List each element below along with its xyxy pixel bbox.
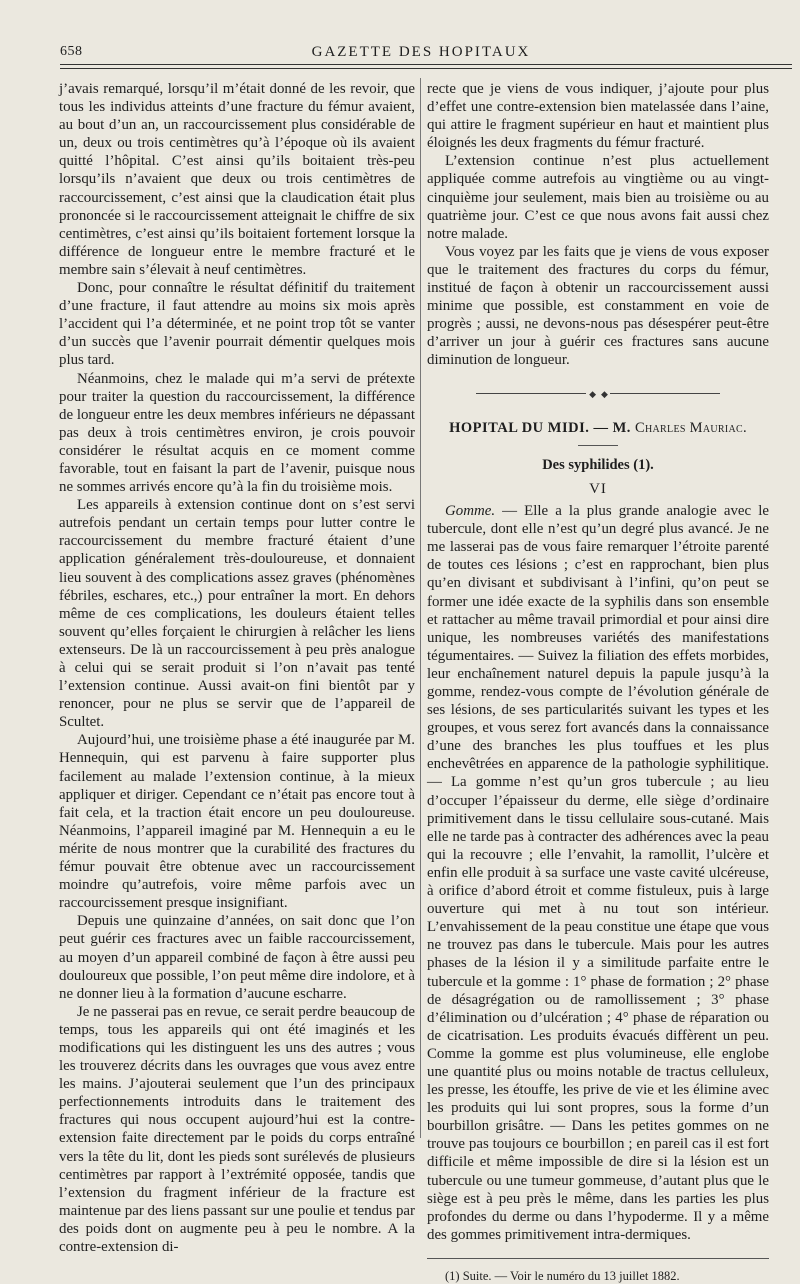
chapter-number: VI — [589, 480, 607, 497]
paragraph-body: — Elle a la plus grande analogie avec le tubercule, dont elle n’est qu’un degré plus avancé. Je ne me lasserai pas de vous faire remarquer l’étroite parenté de toutes ces lésions ; c’est en rapprochant, bien plus qu’en divisant et subdivisant à l’infini, qu’on peut se former une idée exacte de la syphilis dans son ensemble et rattacher au même travail primordial et pour ainsi dire unique, les nombreuses variétés des manifestations tégumentaires. — Suivez la filiation des effets morbides, leur enchaînement naturel depuis la papule jusqu’à la gomme, rendez-vous compte de l’évolution générale de ses lésions, de ses particularités suivant les types et les groupes, et vous serez fort avancés dans la connaissance d’une des branches les plus touffues et les plus enchevêtrées en apparence de la pathologie syphilitique. — La gomme n’est qu’un gros tubercule ; au lieu d’occuper l’épaisseur du derme, elle siège d’ordinaire primitivement dans le tissu cellulaire sous-cutané. Mais elle ne tarde pas à contracter des adhérences avec la peau qui la recouvre ; elle l’envahit, la ramollit, l’ulcère et enfin elle produit à sa surface une vaste cavité ulcéreuse, à orifice d’abord étroit et comme fistuleux, puis à large ouverture qui met à nu tout son intérieur. L’envahissement de la peau constitue une étape que vous ne trouvez pas dans le tubercule. Mais pour les autres phases de la lésion il y a similitude parfaite entre le tubercule et la gomme : 1° phase de formation ; 2° phase de désagrégation ou de ramollissement ; 3° phase d’élimination ou d’ulcération ; 4° phase de réparation ou de cicatrisation. Les produits évacués diffèrent un peu. Comme la gomme est plus volumineuse, elle englobe une quantité plus ou moins notable de tractus celluleux, les presse, les étouffe, les prive de vie et les élimine avec les produits qui lui sont propres, sous la forme d’un bourbillon grisâtre. — Dans les petites gommes on ne trouve pas toujours ce bourbillon ; en pareil cas il est fort difficile et même impossible de dire si la lésion est un tubercule ou une tumeur gommeuse, d’autant plus que le siège est à peu près le même, dans les parties les plus profondes du derme ou dans l’hypoderme. Il y a même des gommes primitivement intra-dermiques. — [427, 503, 769, 1243]
paragraph: Je ne passerai pas en revue, ce serait perdre beaucoup de temps, tous les appareils qui ont été imaginés et les modifications qui les distinguent les uns des autres ; vous les trouverez décrits dans les ouvrages que vous avez entre les mains. J’ajouterai seulement que l’un des principaux perfectionnements introduits dans le traitement des fractures qui nous occupent aujourd’hui est la contre-extension faite directement par le poids du corps entraîné vers la tête du lit, dont les pieds sont surélevés de plusieurs centimètres par rapport à l’extrémité opposée, tandis que l’extension du fragment inférieur de la fracture est maintenue par des liens passant sur une poulie et tendus par des poids dont on augmente peu à peu le nombre. A la contre-extension di- — [59, 1003, 415, 1255]
paragraph: Aujourd’hui, une troisième phase a été inaugurée par M. Hennequin, qui est parvenu à faire supporter plus facilement au malade l’extension continue, à la mieux appliquer et diriger. Cependant ce n’était pas encore tout à fait cela, et la traction était encore un peu douloureuse. Néanmoins, l’appareil imaginé par M. Hennequin a eu le mérite de nous montrer que la curabilité des fractures du fémur pouvait être obtenue avec un raccourcissement moindre qu’autrefois, voire même parfois avec un raccourcissement presque insignifiant. — [59, 732, 415, 912]
paragraph: L’extension continue n’est plus actuellement appliquée comme autrefois au vingtième ou au vingt-cinquième jour seulement, mais bien au troisième ou au quatrième jour. C’est ce que nous avons fait aussi chez notre malade. — [427, 153, 769, 242]
paragraph: j’avais remarqué, lorsqu’il m’était donné de les revoir, que tous les individus atteints d’une fracture du fémur avaient, au bout d’un an, un raccourcissement plus considérable de un, deux ou trois centimètres qu’à l’époque où ils avaient quitté l’hôpital. C’est ainsi qu’ils boitaient très-peu lorsqu’ils n’avaient que deux ou trois centimètres de raccourcissement, c’est ainsi que la claudication était plus prononcée si le raccourcissement atteignait le chiffre de six centimètres, c’est ainsi qu’ils boitaient fortement lorsque la différence de longueur entre le membre fracturé et le membre sain s’élevait à neuf centimètres. — [59, 81, 415, 278]
lead-term: Gomme. — [445, 503, 496, 520]
page-number: 658 — [60, 44, 83, 59]
header-rule — [60, 64, 792, 65]
right-column — [427, 80, 769, 1284]
paragraph: Les appareils à extension continue dont on s’est servi autrefois pendant un certain temps pour lutter contre le raccourcissement du membre fracturé étaient d’une application généralement très-douloureuse, et donnaient lieu souvent à des complications assez graves (phénomènes fébriles, eschares, etc.,) pour entraîner la mort. En dehors même de ces complications, les douleurs étaient telles souvent qu’elles forçaient le chirurgien à relâcher les liens extenseurs. De là un raccourcissement à peu près analogue à celui qui se serait produit si l’on n’avait pas tenté l’extension continue. Aussi avait-on fini bientôt par y renoncer, pour ne plus se servir que de l’appareil de Scultet. — [59, 497, 415, 731]
paragraph: Néanmoins, chez le malade qui m’a servi de prétexte pour traiter la question du raccourcissement, la différence de longueur entre les deux membres inférieurs ne dépassant pas deux à trois centimètres environ, je crois pouvoir considérer le résultat acquis en ce moment comme favorable, tout en faisant la part de l’avenir, puisque nous ne sommes arrivés encore qu’à la fin du troisième mois. — [59, 370, 415, 496]
left-column — [59, 80, 415, 1256]
heading-rule — [578, 445, 618, 446]
footnote-rule — [427, 1258, 769, 1259]
paragraph: Donc, pour connaître le résultat définitif du traitement d’une fracture, il faut attendre au moins six mois après l’accident qui l’a déterminée, et ne point trop tôt se vanter d’un succès que l’avenir pourrait démentir quelques mois plus tard. — [59, 280, 415, 369]
paragraph: recte que je viens de vous indiquer, j’ajoute pour plus d’effet une contre-extension bien matelassée dans l’aine, qui attire le fragment supérieur en haut et maintient plus éloignés les deux fragments du fémur fracturé. — [427, 81, 769, 152]
paragraph: Vous voyez par les faits que je viens de vous exposer que le traitement des fractures du corps du fémur, institué de façon à obtenir un raccourcissement aussi minime que possible, est constamment en voie de progrès ; aussi, ne devons-nous pas désespérer peut-être d’arriver un jour à guérir ces fractures sans aucune diminution de longueur. — [427, 243, 769, 369]
journal-title: GAZETTE DES HOPITAUX — [311, 44, 531, 60]
column-divider — [420, 78, 421, 1138]
section-author: Charles Mauriac. — [635, 419, 747, 436]
subsection-title: Des syphilides (1). — [542, 456, 654, 473]
footnote: (1) Suite. — Voir le numéro du 13 juillet 1882. — [445, 1268, 680, 1283]
section-title: HOPITAL DU MIDI. — M. — [449, 419, 631, 436]
paragraph — [427, 502, 769, 1244]
section-heading — [427, 419, 769, 437]
section-separator: ◆ ◆ — [427, 384, 769, 403]
running-header — [60, 42, 782, 64]
paragraph: Depuis une quinzaine d’années, on sait donc que l’on peut guérir ces fractures avec un faible raccourcissement, au moyen d’un appareil combiné de façon à être aussi peu douloureux que possible, l’on peut même dire indolore, et à ne donner lieu à la formation d’aucune escharre. — [59, 913, 415, 1002]
header-rule-double — [60, 68, 792, 69]
